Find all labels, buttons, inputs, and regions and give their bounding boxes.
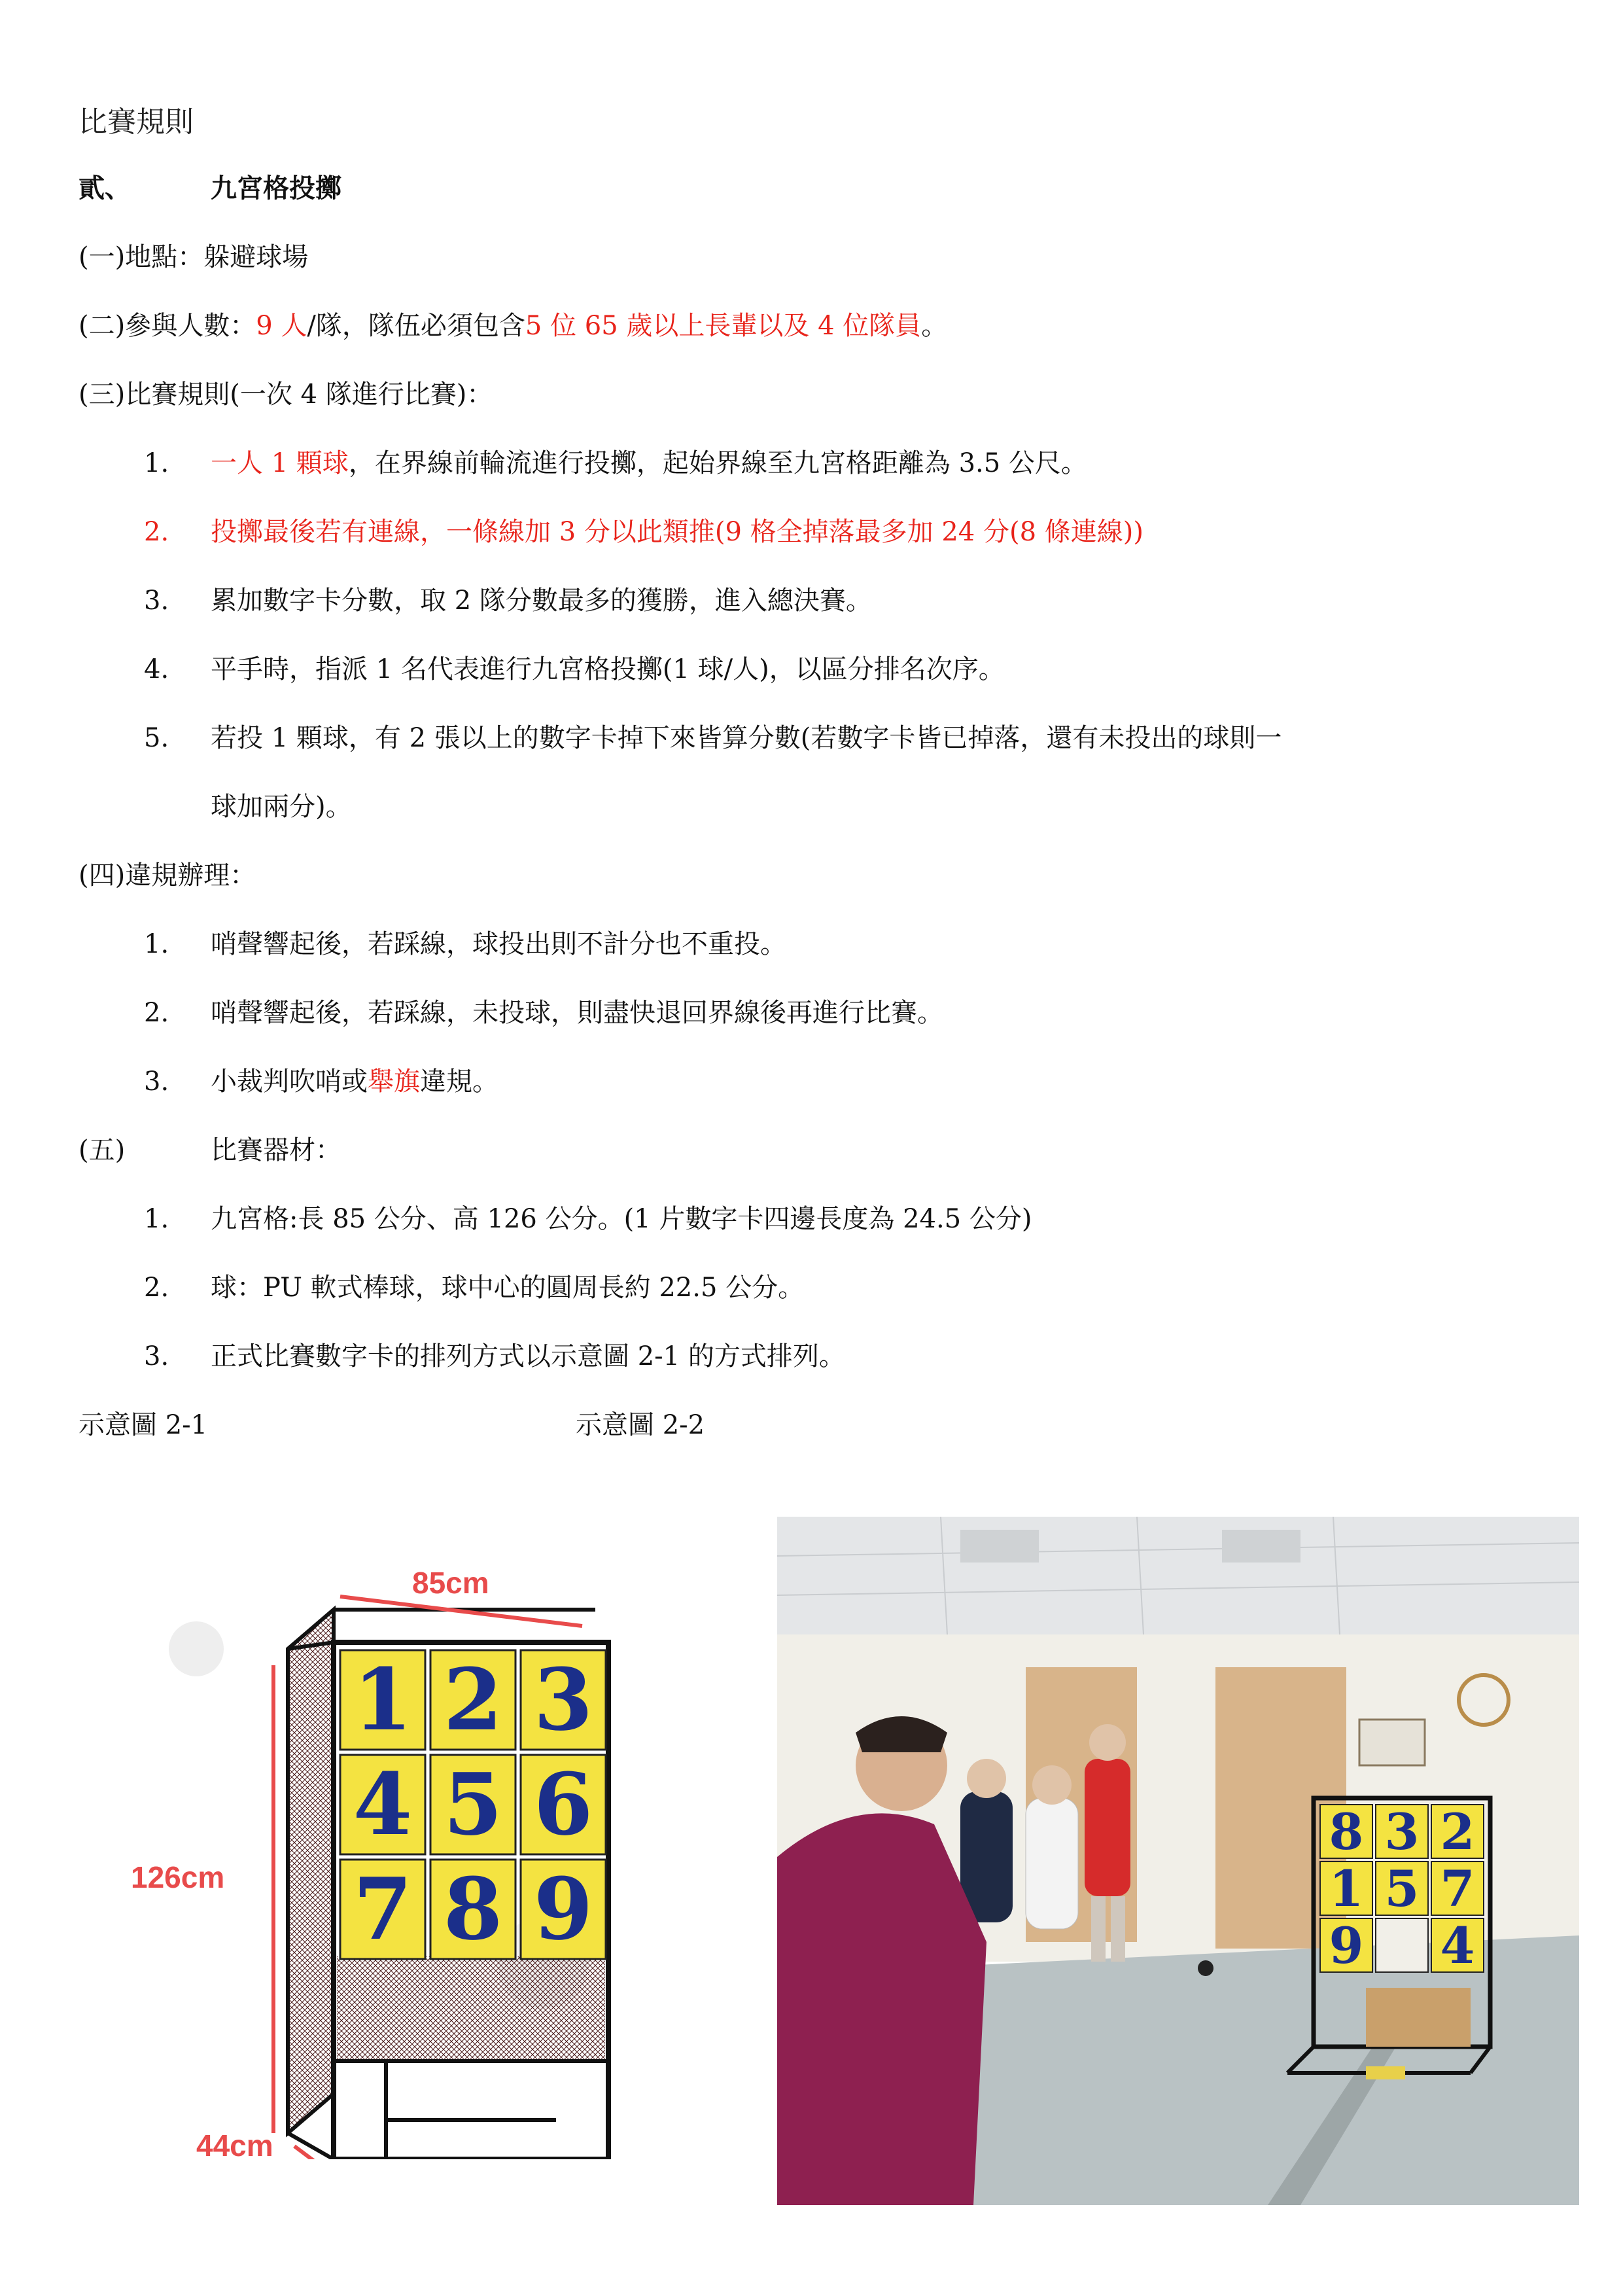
number-card-label: 8 (443, 1859, 503, 1959)
equipment-item: 正式比賽數字卡的排列方式以示意圖 2-1 的方式排列。 (211, 1341, 845, 1371)
seated-person (1026, 1798, 1078, 1929)
violation-number: 3. (144, 1067, 169, 1097)
violation-text: 小裁判吹哨或 (211, 1067, 368, 1097)
violation-heading: (四)違規辦理： (79, 860, 256, 891)
rule-item: 累加數字卡分數，取 2 隊分數最多的獲勝，進入總決賽。 (211, 586, 872, 616)
board-card-label: 1 (1329, 1860, 1364, 1918)
rule-number: 1. (144, 448, 169, 478)
participants-end: 。 (921, 311, 948, 341)
equipment-label: (五) (79, 1135, 126, 1165)
equipment-number: 3. (144, 1341, 169, 1371)
lower-net (337, 1956, 605, 2061)
number-cards (340, 1650, 606, 1959)
board-number-cards (1320, 1803, 1484, 1975)
rule-item: 平手時，指派 1 名代表進行九宮格投擲(1 球/人)，以區分排名次序。 (211, 654, 1005, 684)
nine-grid-diagram-svg (124, 1505, 648, 2159)
participants-prefix: (二)參與人數： (79, 311, 256, 341)
empty-card-slot (1376, 1918, 1428, 1972)
board-card-label: 8 (1329, 1803, 1364, 1861)
rule-highlight: 投擲最後若有連線，一條線加 3 分以此類推(9 格全掉落最多加 24 分(8 條連線)) (211, 517, 1143, 547)
thrower (777, 1813, 986, 2205)
cardboard-box (1366, 1988, 1471, 2047)
figure-caption-2: 示意圖 2-2 (576, 1410, 705, 1440)
equipment-item: 九宮格:長 85 公分、高 126 公分。(1 片數字卡四邊長度為 24.5 公分) (211, 1204, 1032, 1234)
section-number: 貳、 (79, 173, 131, 203)
side-net (288, 1610, 334, 2133)
violation-number: 2. (144, 998, 169, 1028)
board-card-label: 3 (1384, 1803, 1420, 1861)
board-card-label: 2 (1440, 1803, 1475, 1861)
violation-highlight: 舉旗 (368, 1067, 420, 1097)
rule-text: ，在界線前輪流進行投擲，起始界線至九宮格距離為 3.5 公尺。 (348, 448, 1087, 478)
depth-dimension-label: 44cm (196, 2128, 273, 2159)
background-ball-icon (169, 1621, 224, 1676)
figure-nine-grid-diagram (124, 1505, 648, 2159)
figure-event-photo (777, 1517, 1579, 2205)
location-line: (一)地點：躲避球場 (79, 242, 309, 272)
rule-number: 5. (144, 723, 169, 753)
ball (1198, 1960, 1213, 1976)
number-card-label: 2 (443, 1650, 503, 1750)
equipment-number: 1. (144, 1204, 169, 1234)
equipment-number: 2. (144, 1273, 169, 1303)
violation-text: 違規。 (420, 1067, 498, 1097)
board-card-label: 4 (1440, 1916, 1475, 1975)
number-card-label: 9 (533, 1859, 593, 1959)
equipment-heading: 比賽器材： (211, 1135, 341, 1165)
width-dimension-label: 85cm (412, 1566, 489, 1600)
rule-item-continuation: 球加兩分)。 (211, 792, 352, 822)
number-card-label: 6 (533, 1754, 593, 1854)
rule-item: 若投 1 顆球，有 2 張以上的數字卡掉下來皆算分數(若數字卡皆已掉落，還有未投出的球則一 (211, 723, 1282, 753)
participants-line (79, 313, 947, 339)
board-card-label: 5 (1384, 1860, 1420, 1918)
board-card-label: 7 (1440, 1860, 1475, 1918)
equipment-item: 球：PU 軟式棒球，球中心的圓周長約 22.5 公分。 (211, 1273, 805, 1303)
violation-item: 哨聲響起後，若踩線，球投出則不計分也不重投。 (211, 929, 786, 959)
document-title: 比賽規則 (79, 105, 194, 139)
section-title: 九宮格投擲 (211, 173, 341, 203)
board-card-label: 9 (1329, 1916, 1364, 1975)
ceiling-vent (1222, 1530, 1300, 1563)
participants-count: 9 人 (256, 311, 307, 341)
floor-card (1366, 2066, 1405, 2079)
number-card-label: 4 (353, 1754, 413, 1854)
violation-item (211, 1069, 498, 1095)
participants-mid: /隊，隊伍必須包含 (307, 311, 525, 341)
participants-requirement: 5 位 65 歲以上長輩以及 4 位隊員 (525, 311, 922, 341)
rule-number: 3. (144, 586, 169, 616)
rule-item (211, 519, 1143, 545)
figure-caption-1: 示意圖 2-1 (79, 1410, 208, 1440)
number-card-label: 3 (533, 1650, 593, 1750)
rules-heading: (三)比賽規則(一次 4 隊進行比賽)： (79, 380, 493, 410)
rule-highlight: 一人 1 顆球 (211, 448, 349, 478)
violation-item: 哨聲響起後，若踩線，未投球，則盡快退回界線後再進行比賽。 (211, 998, 943, 1028)
ceiling-vent (960, 1530, 1039, 1563)
number-card-label: 7 (353, 1859, 413, 1959)
number-card-label: 5 (443, 1754, 503, 1854)
rule-item (211, 450, 1087, 476)
notice-board (1359, 1720, 1425, 1765)
violation-number: 1. (144, 929, 169, 959)
rule-number: 4. (144, 654, 169, 684)
number-card-label: 1 (353, 1650, 413, 1750)
height-dimension-label: 126cm (131, 1860, 225, 1894)
rule-number: 2. (144, 517, 169, 547)
standing-person (1085, 1759, 1130, 1896)
event-photo-svg (777, 1517, 1579, 2205)
